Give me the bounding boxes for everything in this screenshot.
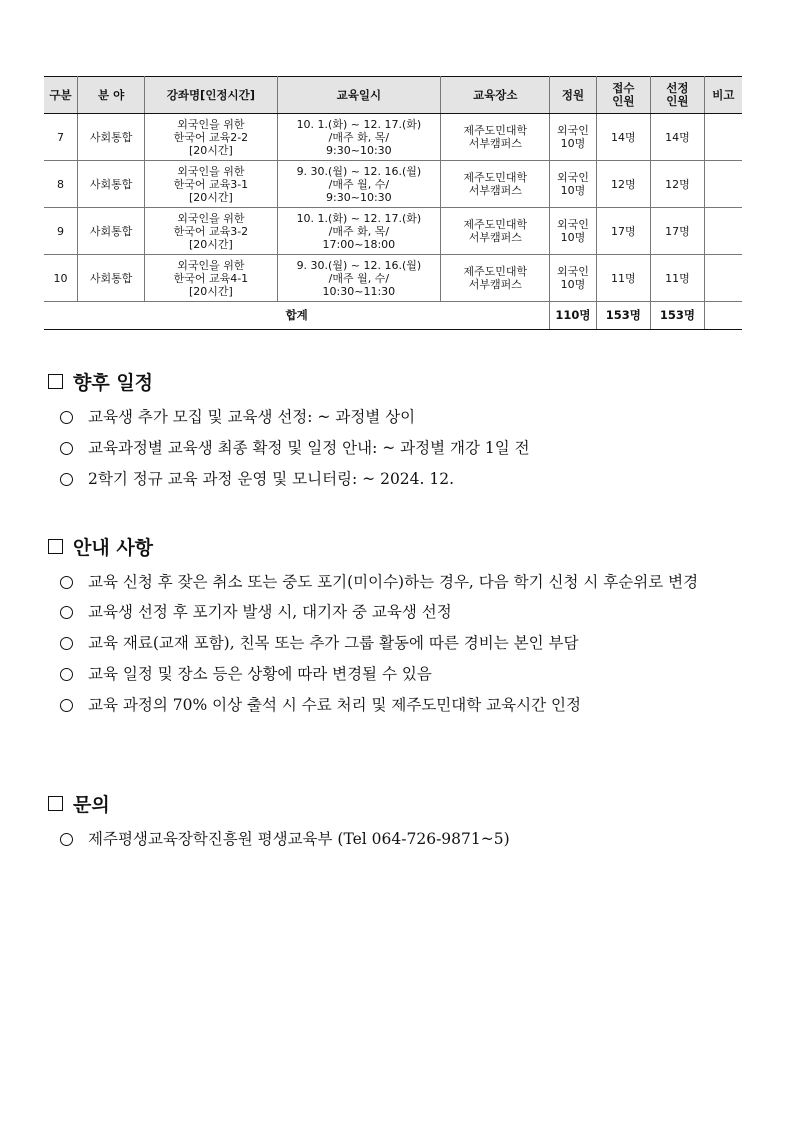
cell-selected: 14명 xyxy=(651,114,705,161)
header-place: 교육장소 xyxy=(441,77,550,114)
contact-title: 문의 xyxy=(73,793,110,816)
cell-applied: 12명 xyxy=(596,161,651,208)
cell-place: 제주도민대학 서부캠퍼스 xyxy=(441,161,550,208)
total-capacity: 110명 xyxy=(550,302,596,330)
table-row xyxy=(44,161,742,208)
header-date: 교육일시 xyxy=(277,77,441,114)
circle-bullet-icon xyxy=(60,833,73,846)
cell-capacity: 외국인 10명 xyxy=(550,161,596,208)
circle-bullet-icon xyxy=(60,411,73,424)
cell-no: 8 xyxy=(44,161,78,208)
cell-course: 외국인을 위한 한국어 교육3-2 [20시간] xyxy=(145,208,277,255)
notice-section xyxy=(48,533,748,721)
list-item: 교육 재료(교재 포함), 친목 또는 추가 그룹 활동에 따른 경비는 본인 부담 xyxy=(48,628,748,659)
header-note: 비고 xyxy=(704,77,742,114)
contact-heading xyxy=(48,790,748,816)
circle-bullet-icon xyxy=(60,442,73,455)
schedule-title: 향후 일정 xyxy=(73,371,154,394)
header-field: 분 야 xyxy=(78,77,145,114)
cell-course: 외국인을 위한 한국어 교육3-1 [20시간] xyxy=(145,161,277,208)
cell-note xyxy=(704,161,742,208)
table-row xyxy=(44,114,742,161)
list-item: 교육 신청 후 잦은 취소 또는 중도 포기(미이수)하는 경우, 다음 학기 신청 시 후순위로 변경 xyxy=(48,567,748,597)
list-item: 교육생 선정 후 포기자 발생 시, 대기자 중 교육생 선정 xyxy=(48,597,748,628)
header-selected: 선정 인원 xyxy=(651,77,705,114)
total-note xyxy=(704,302,742,330)
table-row xyxy=(44,255,742,302)
course-table xyxy=(44,76,742,330)
cell-no: 10 xyxy=(44,255,78,302)
checkbox-square-icon xyxy=(48,796,63,811)
notice-title: 안내 사항 xyxy=(73,536,154,559)
total-selected: 153명 xyxy=(651,302,705,330)
header-course: 강좌명[인정시간] xyxy=(145,77,277,114)
cell-date: 9. 30.(월) ~ 12. 16.(월) /매주 월, 수/ 9:30~10:30 xyxy=(277,161,441,208)
cell-course: 외국인을 위한 한국어 교육2-2 [20시간] xyxy=(145,114,277,161)
circle-bullet-icon xyxy=(60,473,73,486)
schedule-heading xyxy=(48,368,748,394)
cell-date: 9. 30.(월) ~ 12. 16.(월) /매주 월, 수/ 10:30~11:30 xyxy=(277,255,441,302)
table-header-row xyxy=(44,77,742,114)
checkbox-square-icon xyxy=(48,539,63,554)
list-item: 2학기 정규 교육 과정 운영 및 모니터링: ~ 2024. 12. xyxy=(48,464,748,495)
cell-note xyxy=(704,208,742,255)
cell-no: 9 xyxy=(44,208,78,255)
contact-section xyxy=(48,790,748,855)
cell-place: 제주도민대학 서부캠퍼스 xyxy=(441,114,550,161)
header-applied: 접수 인원 xyxy=(596,77,651,114)
cell-field: 사회통합 xyxy=(78,114,145,161)
cell-field: 사회통합 xyxy=(78,161,145,208)
circle-bullet-icon xyxy=(60,606,73,619)
circle-bullet-icon xyxy=(60,699,73,712)
header-capacity: 정원 xyxy=(550,77,596,114)
cell-place: 제주도민대학 서부캠퍼스 xyxy=(441,255,550,302)
cell-course: 외국인을 위한 한국어 교육4-1 [20시간] xyxy=(145,255,277,302)
list-item: 교육과정별 교육생 최종 확정 및 일정 안내: ~ 과정별 개강 1일 전 xyxy=(48,433,748,464)
cell-date: 10. 1.(화) ~ 12. 17.(화) /매주 화, 목/ 9:30~10:30 xyxy=(277,114,441,161)
cell-field: 사회통합 xyxy=(78,255,145,302)
cell-field: 사회통합 xyxy=(78,208,145,255)
list-item: 교육 과정의 70% 이상 출석 시 수료 처리 및 제주도민대학 교육시간 인정 xyxy=(48,690,748,721)
circle-bullet-icon xyxy=(60,637,73,650)
cell-date: 10. 1.(화) ~ 12. 17.(화) /매주 화, 목/ 17:00~18:00 xyxy=(277,208,441,255)
cell-place: 제주도민대학 서부캠퍼스 xyxy=(441,208,550,255)
cell-selected: 12명 xyxy=(651,161,705,208)
schedule-section xyxy=(48,368,748,495)
table-row xyxy=(44,208,742,255)
notice-heading xyxy=(48,533,748,559)
list-item: 교육생 추가 모집 및 교육생 선정: ~ 과정별 상이 xyxy=(48,402,748,433)
cell-applied: 17명 xyxy=(596,208,651,255)
header-no: 구분 xyxy=(44,77,78,114)
course-table-section xyxy=(44,76,742,330)
cell-note xyxy=(704,255,742,302)
cell-no: 7 xyxy=(44,114,78,161)
cell-selected: 17명 xyxy=(651,208,705,255)
cell-applied: 11명 xyxy=(596,255,651,302)
total-applied: 153명 xyxy=(596,302,651,330)
total-label: 합계 xyxy=(44,302,550,330)
circle-bullet-icon xyxy=(60,576,73,589)
cell-selected: 11명 xyxy=(651,255,705,302)
cell-capacity: 외국인 10명 xyxy=(550,114,596,161)
cell-capacity: 외국인 10명 xyxy=(550,255,596,302)
list-item: 제주평생교육장학진흥원 평생교육부 (Tel 064-726-9871~5) xyxy=(48,824,748,855)
circle-bullet-icon xyxy=(60,668,73,681)
cell-capacity: 외국인 10명 xyxy=(550,208,596,255)
cell-applied: 14명 xyxy=(596,114,651,161)
list-item: 교육 일정 및 장소 등은 상황에 따라 변경될 수 있음 xyxy=(48,659,748,690)
cell-note xyxy=(704,114,742,161)
checkbox-square-icon xyxy=(48,374,63,389)
table-total-row xyxy=(44,302,742,330)
